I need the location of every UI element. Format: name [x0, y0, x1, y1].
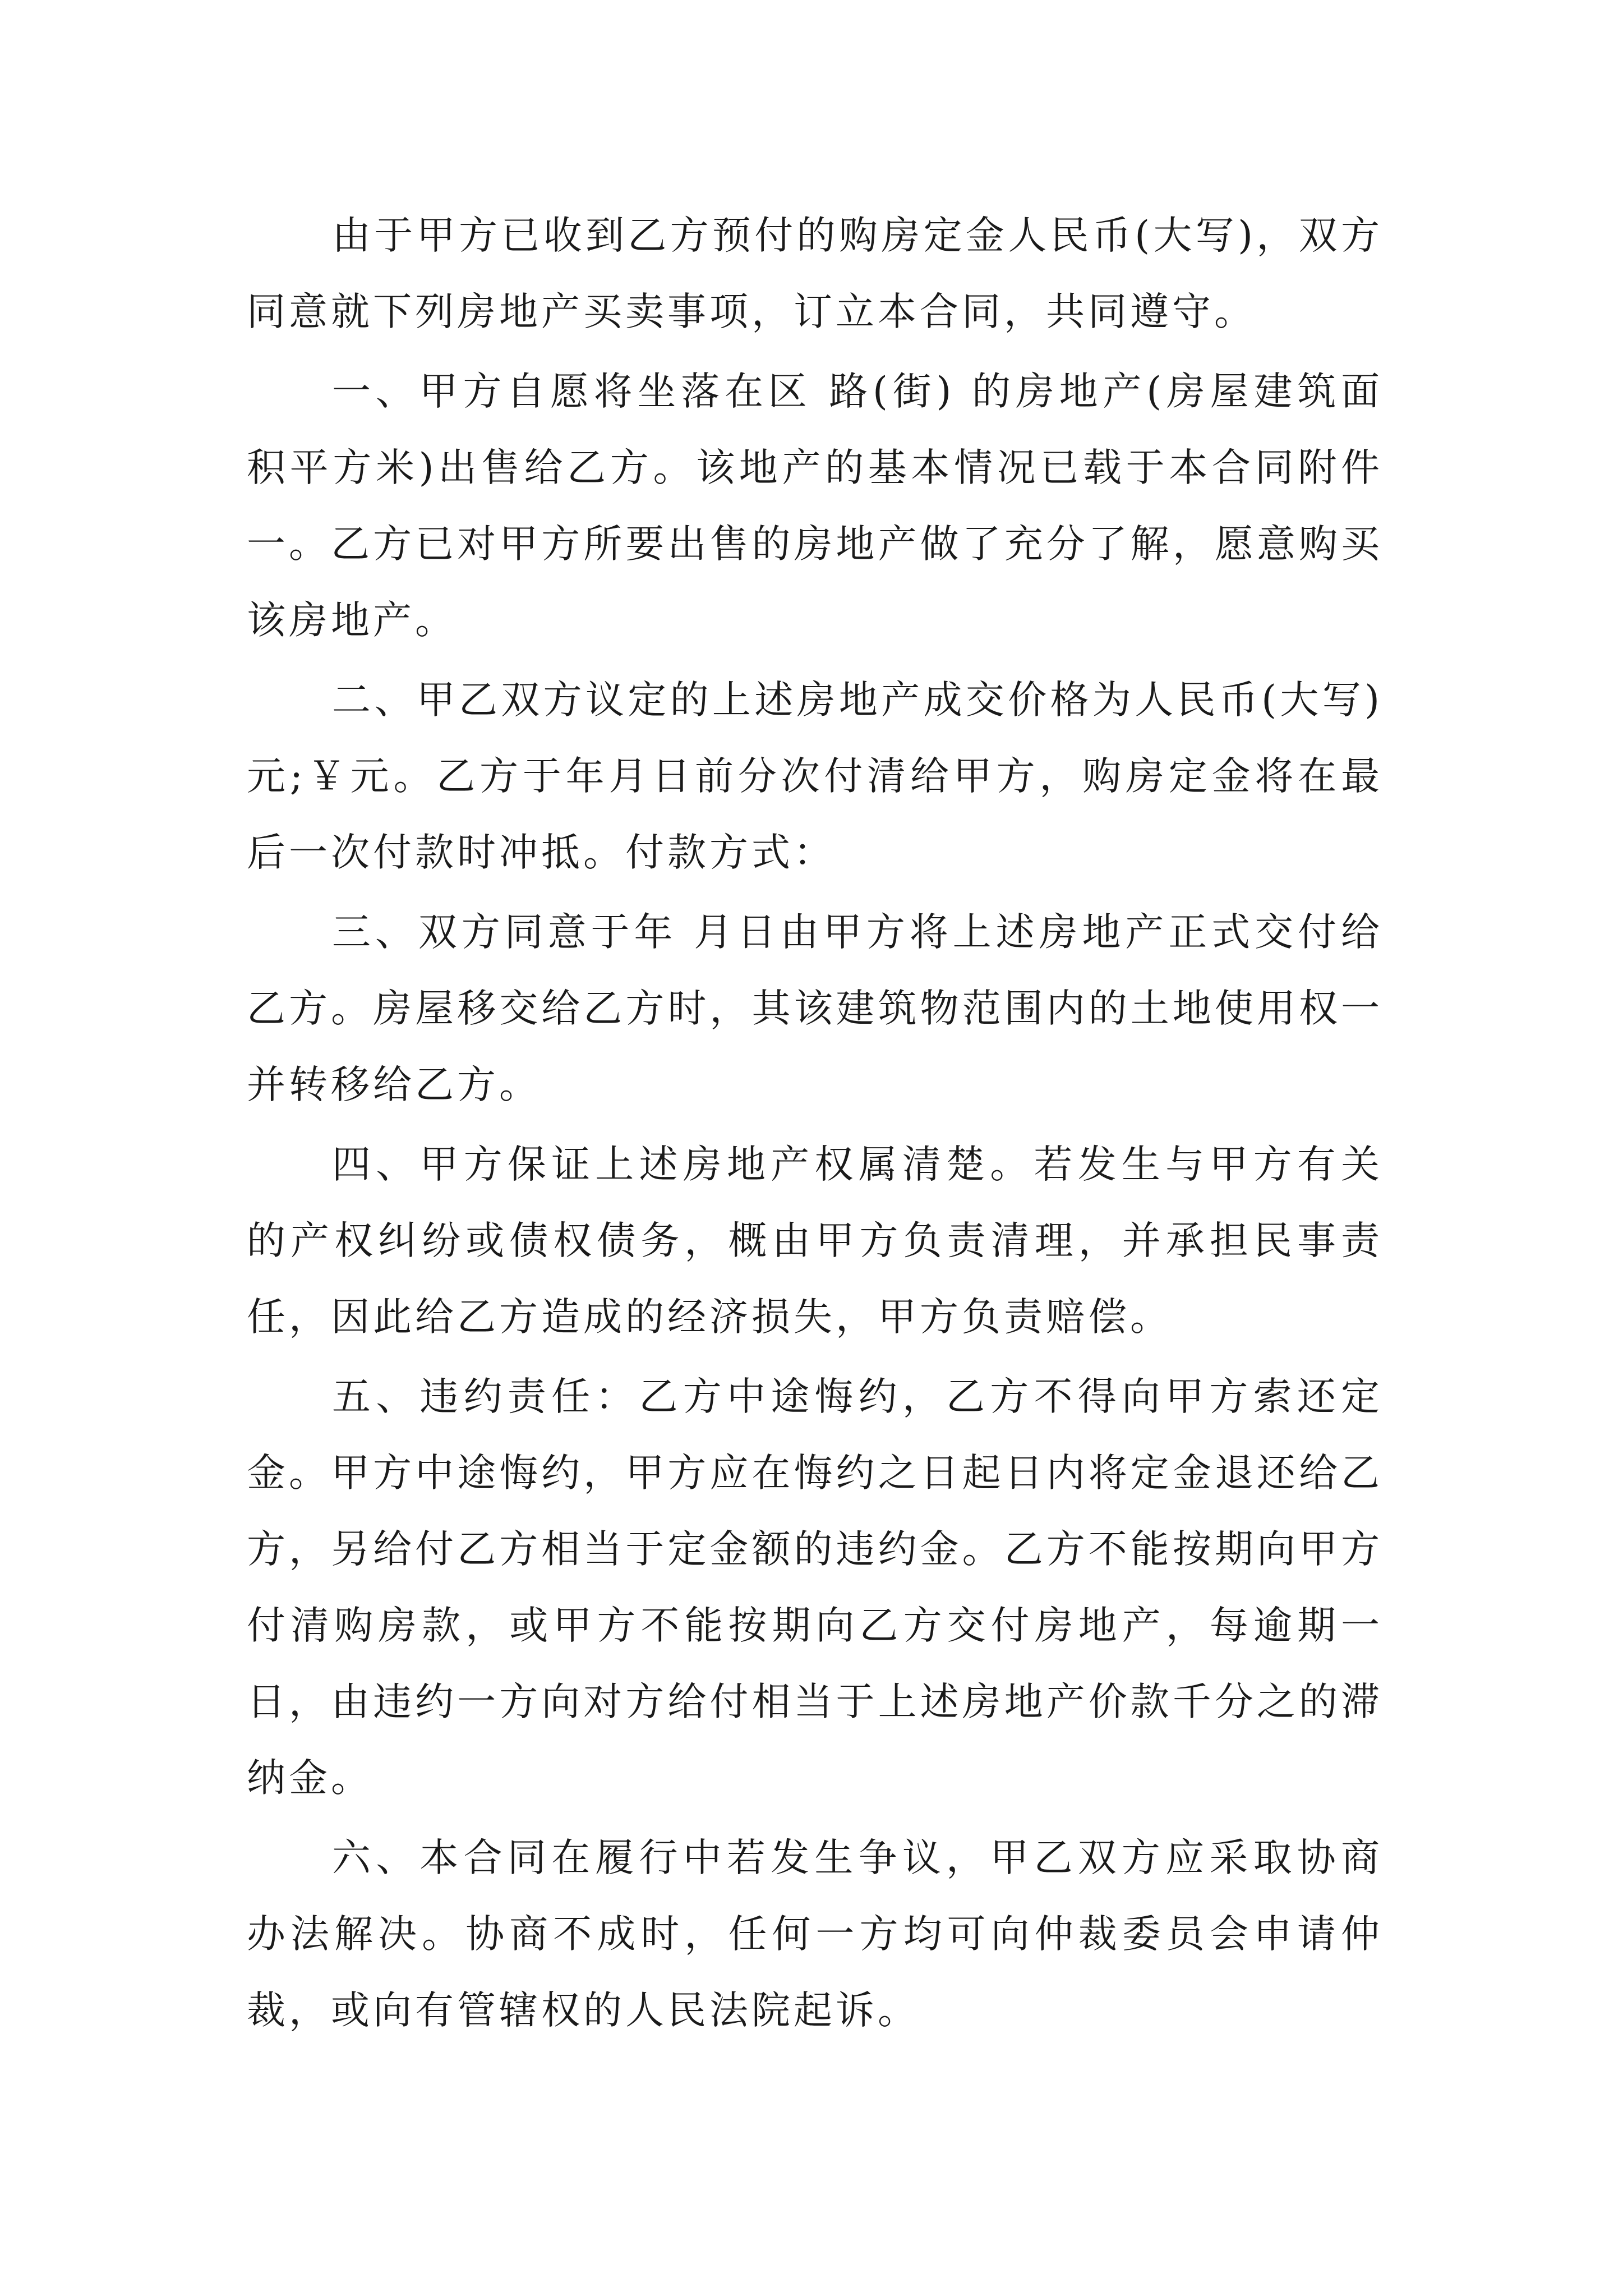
- paragraph-clause-3: 三、双方同意于年 月日由甲方将上述房地产正式交付给乙方。房屋移交给乙方时，其该建筑物范围内的土地使用权一并转移给乙方。: [247, 910, 1383, 1107]
- paragraph-clause-1: 一、甲方自愿将坐落在区 路(街) 的房地产(房屋建筑面积平方米)出售给乙方。该地产的基本情况已载于本合同附件一。乙方已对甲方所要出售的房地产做了充分了解，愿意购买该房地产。: [247, 369, 1383, 643]
- paragraph-clause-5: 五、违约责任：乙方中途悔约，乙方不得向甲方索还定金。甲方中途悔约，甲方应在悔约之日起日内将定金退还给乙方，另给付乙方相当于定金额的违约金。乙方不能按期向甲方付清购房款，或甲方不能按期向乙方交付房地产，每逾期一日，由违约一方向对方给付相当于上述房地产价款千分之的滞纳金。: [247, 1374, 1383, 1801]
- paragraph-clause-6: 六、本合同在履行中若发生争议，甲乙双方应采取协商办法解决。协商不成时，任何一方均可向仲裁委员会申请仲裁，或向有管辖权的人民法院起诉。: [247, 1835, 1383, 2033]
- paragraph-clause-2: 二、甲乙双方议定的上述房地产成交价格为人民币(大写)元;￥元。乙方于年月日前分次付清给甲方，购房定金将在最后一次付款时冲抵。付款方式：: [247, 678, 1383, 875]
- paragraph-intro: 由于甲方已收到乙方预付的购房定金人民币(大写)，双方同意就下列房地产买卖事项，订立本合同，共同遵守。: [247, 213, 1383, 334]
- paragraph-clause-4: 四、甲方保证上述房地产权属清楚。若发生与甲方有关的产权纠纷或债权债务，概由甲方负责清理，并承担民事责任，因此给乙方造成的经济损失，甲方负责赔偿。: [247, 1142, 1383, 1340]
- document-page: [247, 197, 1383, 2052]
